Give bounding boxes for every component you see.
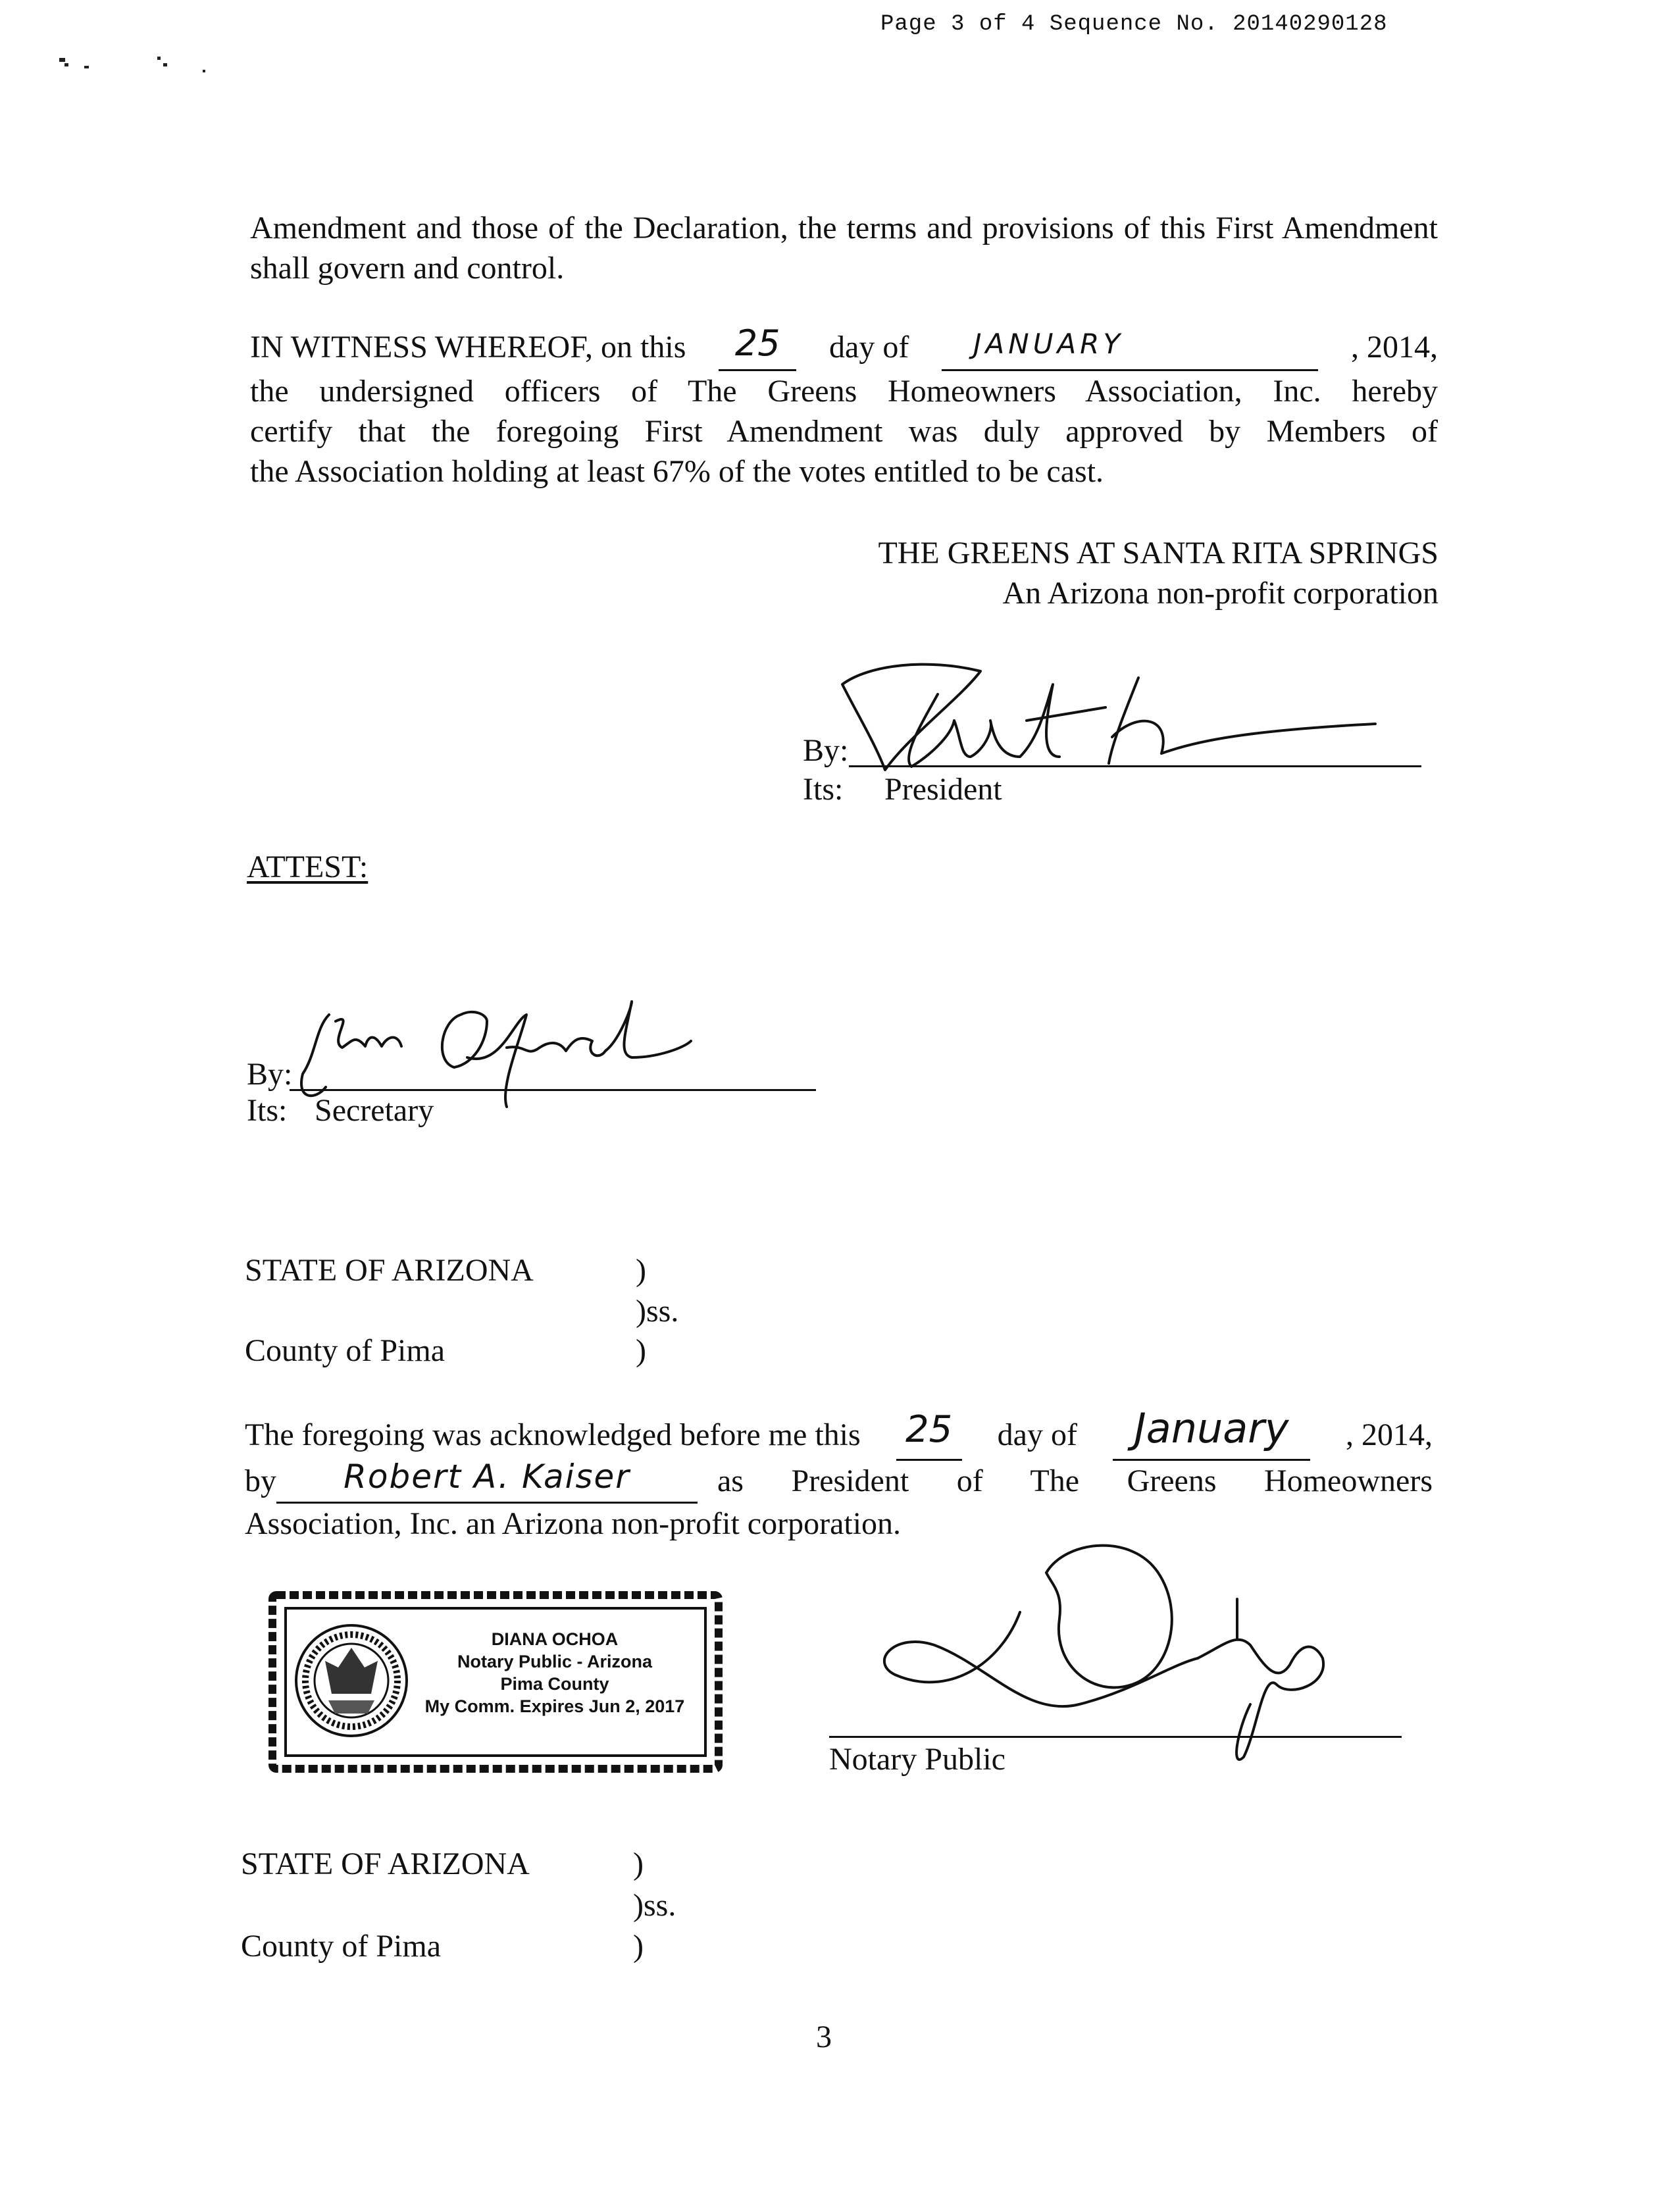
intro-text: Amendment and those of the Declaration, the terms and provisions of this First Amendment shall govern and control.: [250, 211, 1438, 286]
ack-year: , 2014,: [1345, 1417, 1433, 1452]
acknowledgment-paragraph: [245, 1404, 1433, 1544]
notary-seal-text: [400, 1628, 709, 1717]
witness-day-of: day of: [829, 330, 909, 365]
ack-by-label: by: [245, 1463, 276, 1498]
ack-name-handwritten: Robert A. Kaiser: [344, 1458, 630, 1496]
venue2-paren-top: ): [633, 1846, 644, 1881]
witness-paragraph: [250, 322, 1438, 492]
page-number: 3: [816, 2020, 832, 2054]
president-its-label: Its:: [803, 772, 844, 807]
president-signature-line: [849, 765, 1421, 767]
witness-line-1: [250, 322, 1438, 371]
corporation-type: An Arizona non-profit corporation: [1002, 576, 1438, 611]
president-signature: [829, 658, 1395, 783]
witness-prefix: IN WITNESS WHEREOF, on this: [250, 330, 686, 365]
witness-line-2: the undersigned officers of The Greens Homeowners Association, Inc. hereby: [250, 374, 1438, 409]
notary-name: DIANA OCHOA: [491, 1629, 619, 1649]
state-seal-icon: [292, 1621, 411, 1740]
notary-seal-stamp: [268, 1591, 723, 1773]
venue2-state: STATE OF ARIZONA: [241, 1846, 530, 1881]
venue1-ss: )ss.: [636, 1294, 679, 1329]
venue2-county: County of Pima: [241, 1929, 442, 1964]
intro-paragraph: [250, 208, 1438, 288]
witness-line-3: certify that the foregoing First Amendment was duly approved by Members of: [250, 414, 1438, 449]
witness-year: , 2014,: [1351, 330, 1438, 365]
secretary-title: Secretary: [315, 1093, 434, 1128]
witness-month-field: [942, 327, 1318, 371]
venue1-state: STATE OF ARIZONA: [245, 1253, 534, 1288]
notary-signature-line: [829, 1736, 1402, 1738]
notary-public-label: Notary Public: [829, 1742, 1005, 1777]
venue1-paren-top: ): [636, 1253, 646, 1288]
witness-day-field: [719, 322, 796, 371]
ack-month-field: [1113, 1404, 1310, 1461]
ack-month-handwritten: January: [1134, 1404, 1289, 1452]
ack-day-handwritten: 25: [905, 1408, 953, 1451]
corporation-name: THE GREENS AT SANTA RITA SPRINGS: [878, 536, 1438, 571]
ack-line-2: [245, 1458, 1433, 1504]
witness-day-handwritten: 25: [734, 322, 780, 364]
notary-expiry: My Comm. Expires Jun 2, 2017: [424, 1696, 685, 1716]
secretary-by-label: By:: [247, 1057, 293, 1092]
ack-name-field: [276, 1458, 698, 1504]
venue2-ss: )ss.: [633, 1888, 676, 1923]
president-by-label: By:: [803, 733, 849, 768]
ack-prefix: The foregoing was acknowledged before me this: [245, 1417, 861, 1452]
page-sequence-header: Page 3 of 4 Sequence No. 20140290128: [880, 12, 1388, 37]
witness-month-handwritten: JANUARY: [973, 328, 1125, 360]
witness-line-4: the Association holding at least 67% of the votes entitled to be cast.: [250, 454, 1104, 489]
notary-county: Pima County: [500, 1674, 609, 1694]
scan-specks: [59, 51, 211, 78]
venue1-paren-bottom: ): [636, 1333, 646, 1368]
attest-heading: ATTEST:: [247, 850, 369, 884]
ack-line-1: [245, 1404, 1433, 1461]
ack-day-of: day of: [997, 1417, 1077, 1452]
secretary-signature-line: [290, 1089, 816, 1091]
venue1-county: County of Pima: [245, 1333, 445, 1368]
ack-line-3: Association, Inc. an Arizona non-profit corporation.: [245, 1506, 902, 1541]
secretary-its-label: Its:: [247, 1093, 288, 1128]
corporation-block: [803, 533, 1438, 613]
ack-day-field: [896, 1408, 962, 1461]
notary-title: Notary Public - Arizona: [457, 1652, 653, 1671]
ack-role-text: as President of The Greens Homeowners: [717, 1463, 1433, 1498]
president-title: President: [884, 772, 1002, 807]
venue2-paren-bottom: ): [633, 1929, 644, 1964]
